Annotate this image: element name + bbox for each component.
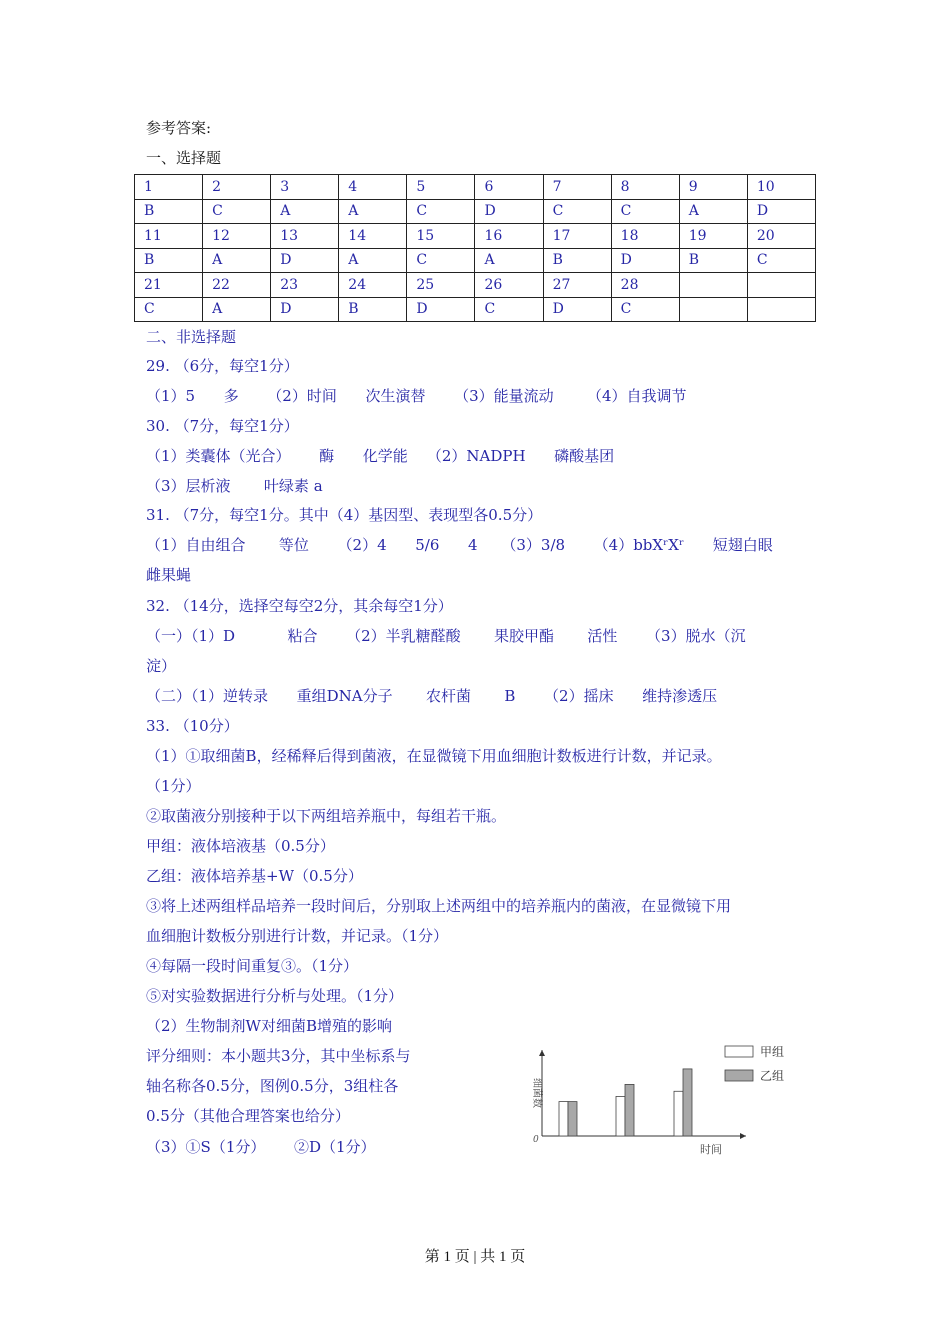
table-cell: C bbox=[543, 199, 611, 224]
table-cell: 10 bbox=[747, 175, 815, 200]
table-cell: C bbox=[611, 297, 679, 322]
answer-line: 32. （14分，选择空每空2分，其余每空1分） bbox=[146, 597, 453, 615]
bar-乙组-3 bbox=[683, 1069, 692, 1136]
table-cell: C bbox=[747, 248, 815, 273]
table-cell: 6 bbox=[475, 175, 543, 200]
answer-line: （1）5 多 （2）时间 次生演替 （3）能量流动 （4）自我调节 bbox=[146, 387, 687, 405]
table-cell: B bbox=[679, 248, 747, 273]
table-cell: C bbox=[203, 199, 271, 224]
table-cell: A bbox=[339, 199, 407, 224]
table-cell: 5 bbox=[407, 175, 475, 200]
table-cell: A bbox=[203, 297, 271, 322]
answer-line: （3）层析液 叶绿素 a bbox=[146, 477, 323, 495]
bar-甲组-3 bbox=[674, 1091, 683, 1136]
table-cell: 7 bbox=[543, 175, 611, 200]
table-cell: 25 bbox=[407, 273, 475, 298]
table-cell: 27 bbox=[543, 273, 611, 298]
table-cell: 11 bbox=[135, 224, 203, 249]
answer-line: （3）①S（1分） ②D（1分） bbox=[146, 1138, 376, 1156]
table-cell: B bbox=[135, 248, 203, 273]
table-cell: 12 bbox=[203, 224, 271, 249]
table-cell: 14 bbox=[339, 224, 407, 249]
answer-line: （1分） bbox=[146, 777, 201, 795]
answer-line: ④每隔一段时间重复③。（1分） bbox=[146, 957, 359, 975]
answer-line: （1）①取细菌B，经稀释后得到菌液，在显微镜下用血细胞计数板进行计数，并记录。 bbox=[146, 747, 722, 765]
table-cell: D bbox=[271, 248, 339, 273]
table-cell: C bbox=[407, 248, 475, 273]
answer-line: ⑤对实验数据进行分析与处理。（1分） bbox=[146, 987, 404, 1005]
table-cell: 17 bbox=[543, 224, 611, 249]
legend-swatch bbox=[725, 1070, 753, 1081]
table-row bbox=[135, 224, 816, 249]
table-cell: D bbox=[747, 199, 815, 224]
bar-chart bbox=[520, 1040, 800, 1160]
answer-line: 评分细则：本小题共3分，其中坐标系与 bbox=[146, 1047, 411, 1065]
table-cell: A bbox=[203, 248, 271, 273]
answer-line: 轴名称各0.5分，图例0.5分，3组柱各 bbox=[146, 1077, 399, 1095]
answer-line: 33. （10分） bbox=[146, 717, 239, 735]
legend-label: 乙组 bbox=[760, 1069, 785, 1083]
table-cell: 26 bbox=[475, 273, 543, 298]
answer-line: （1）自由组合 等位 （2）4 5/6 4 （3）3/8 （4）bbXʳXʳ 短翅白眼 bbox=[146, 536, 773, 554]
table-cell: 22 bbox=[203, 273, 271, 298]
bar-乙组-2 bbox=[625, 1084, 634, 1136]
answer-table bbox=[134, 174, 816, 322]
y-axis-arrow bbox=[539, 1050, 545, 1056]
answer-line: （二）（1）逆转录 重组DNA分子 农杆菌 B （2）摇床 维持渗透压 bbox=[146, 687, 718, 705]
table-row bbox=[135, 175, 816, 200]
answer-line: （一）（1）D 粘合 （2）半乳糖醛酸 果胶甲酯 活性 （3）脱水（沉 bbox=[146, 627, 746, 645]
table-cell: 28 bbox=[611, 273, 679, 298]
answer-line: 淀） bbox=[146, 657, 177, 675]
table-cell: D bbox=[543, 297, 611, 322]
table-cell: C bbox=[407, 199, 475, 224]
section-choice-title: 一、选择题 bbox=[146, 149, 222, 167]
answer-line: 31. （7分，每空1分。其中（4）基因型、表现型各0.5分） bbox=[146, 506, 543, 524]
table-cell: A bbox=[339, 248, 407, 273]
table-cell: 1 bbox=[135, 175, 203, 200]
table-cell: B bbox=[339, 297, 407, 322]
table-cell: D bbox=[611, 248, 679, 273]
table-cell: 23 bbox=[271, 273, 339, 298]
x-axis-arrow bbox=[740, 1133, 746, 1139]
answer-line: （1）类囊体（光合） 酶 化学能 （2）NADPH 磷酸基团 bbox=[146, 447, 615, 465]
table-cell bbox=[679, 273, 747, 298]
answer-line: 29. （6分，每空1分） bbox=[146, 357, 299, 375]
table-cell: 18 bbox=[611, 224, 679, 249]
table-cell: C bbox=[611, 199, 679, 224]
x-axis-label: 时间 bbox=[700, 1143, 722, 1156]
legend-swatch bbox=[725, 1046, 753, 1057]
y-axis-label: 细菌数 bbox=[531, 1078, 542, 1108]
table-cell: 19 bbox=[679, 224, 747, 249]
answer-line: 甲组：液体培液基（0.5分） bbox=[146, 837, 335, 855]
page-footer: 第 1 页 | 共 1 页 bbox=[424, 1249, 526, 1265]
answer-line: 雌果蝇 bbox=[146, 566, 192, 584]
table-cell: D bbox=[271, 297, 339, 322]
section-nonchoice-title: 二、非选择题 bbox=[146, 328, 237, 346]
table-cell: 16 bbox=[475, 224, 543, 249]
table-cell: C bbox=[475, 297, 543, 322]
bar-甲组-1 bbox=[559, 1102, 568, 1136]
table-cell: A bbox=[475, 248, 543, 273]
answer-line: 30. （7分，每空1分） bbox=[146, 417, 299, 435]
table-cell: A bbox=[679, 199, 747, 224]
table-cell: 21 bbox=[135, 273, 203, 298]
table-cell: D bbox=[475, 199, 543, 224]
origin-label: 0 bbox=[533, 1135, 539, 1145]
table-cell: 13 bbox=[271, 224, 339, 249]
legend-label: 甲组 bbox=[760, 1045, 785, 1059]
answer-line: 乙组：液体培养基+W（0.5分） bbox=[146, 867, 363, 885]
answer-heading: 参考答案: bbox=[146, 119, 212, 137]
table-cell: 2 bbox=[203, 175, 271, 200]
table-cell: A bbox=[271, 199, 339, 224]
table-row bbox=[135, 273, 816, 298]
table-cell bbox=[747, 297, 815, 322]
table-cell: 8 bbox=[611, 175, 679, 200]
table-cell: 3 bbox=[271, 175, 339, 200]
table-cell: C bbox=[135, 297, 203, 322]
answer-line: 0.5分（其他合理答案也给分） bbox=[146, 1107, 350, 1125]
table-row bbox=[135, 248, 816, 273]
answer-line: （2）生物制剂W对细菌B增殖的影响 bbox=[146, 1017, 392, 1035]
table-cell: B bbox=[135, 199, 203, 224]
bar-甲组-2 bbox=[616, 1096, 625, 1136]
table-cell: 24 bbox=[339, 273, 407, 298]
bar-乙组-1 bbox=[568, 1102, 577, 1136]
table-row bbox=[135, 199, 816, 224]
table-cell bbox=[679, 297, 747, 322]
table-row bbox=[135, 297, 816, 322]
table-cell: 20 bbox=[747, 224, 815, 249]
table-cell: 15 bbox=[407, 224, 475, 249]
table-cell bbox=[747, 273, 815, 298]
table-cell: B bbox=[543, 248, 611, 273]
answer-line: 血细胞计数板分别进行计数，并记录。（1分） bbox=[146, 927, 449, 945]
answer-line: ②取菌液分别接种于以下两组培养瓶中，每组若干瓶。 bbox=[146, 807, 507, 825]
table-cell: D bbox=[407, 297, 475, 322]
table-cell: 9 bbox=[679, 175, 747, 200]
table-cell: 4 bbox=[339, 175, 407, 200]
answer-line: ③将上述两组样品培养一段时间后，分别取上述两组中的培养瓶内的菌液，在显微镜下用 bbox=[146, 897, 732, 915]
